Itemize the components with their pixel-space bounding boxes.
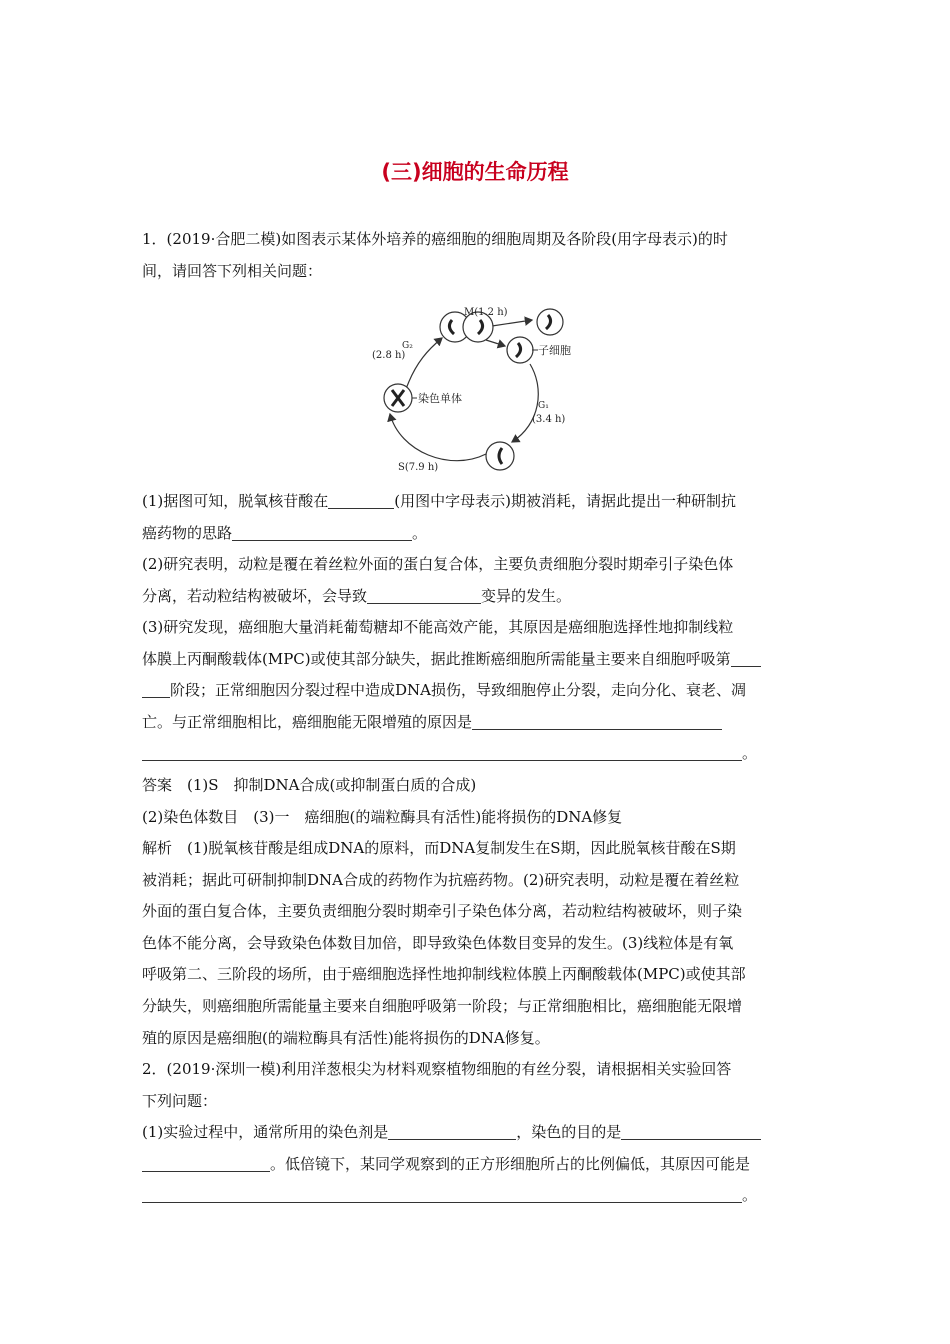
g2-label: G₂ [402,341,413,351]
q1-part2-line1: (2)研究表明，动粒是覆在着丝粒外面的蛋白复合体，主要负责细胞分裂时期牵引子染色体 [142,555,734,573]
q1-part3-text-d: 亡。与正常细胞相比，癌细胞能无限增殖的原因是 [142,712,473,731]
q2-part1 [142,1117,810,1212]
q1-part2-text-b: 分离，若动粒结构被破坏，会导致 [142,586,368,605]
q1-part1-text-a: (1)据图可知，脱氧核苷酸在 [142,492,329,510]
q1-part3-blank-2a[interactable] [472,711,722,730]
q2-part1-text-b: ，染色的目的是 [516,1123,622,1141]
s-phase-cell [486,442,514,470]
q1-part2-text-c: 变异的发生。 [481,586,572,605]
g1-time-label: (3.4 h) [532,414,566,425]
q2-part1-text-c: 。低倍镜下，某同学观察到的正方形细胞所占的比例偏低，其原因可能是 [270,1154,751,1173]
q1-part3-text-c: 阶段；正常细胞因分裂过程中造成DNA损伤，导致细胞停止分裂，走向分化、衰老、凋 [170,681,746,700]
q1-part3-line1: (3)研究发现，癌细胞大量消耗葡萄糖却不能高效产能，其原因是癌细胞选择性地抑制线粒 [142,618,734,636]
q1-part2 [142,549,810,612]
q2-part1-text-a: (1)实验过程中，通常所用的染色剂是 [142,1123,389,1141]
q1-answer-line1: 答案 (1)S 抑制DNA合成(或抑制蛋白质的合成) [142,776,477,794]
cell-cycle-diagram [360,307,600,474]
q1-part3-text-b: 体膜上丙酮酸载体(MPC)或使其部分缺失，据此推断癌细胞所需能量主要来自细胞呼吸第 [142,649,731,668]
q1-analysis-line: 分缺失，则癌细胞所需能量主要来自细胞呼吸第一阶段；与正常细胞相比，癌细胞能无限增 [142,996,743,1015]
q2-part1-blank-2a[interactable] [621,1121,761,1140]
q1-part1-text-d: 。 [412,523,428,542]
q2-part1-blank-2b[interactable] [142,1153,270,1172]
q1-part1-text-b: (用图中字母表示)期被消耗，请据此提出一种研制抗 [394,492,736,510]
q1-part2-blank[interactable] [367,585,481,604]
q1-analysis-line: 殖的原因是癌细胞(的端粒酶具有活性)能将损伤的DNA修复。 [142,1028,550,1047]
q2-part1-blank-3[interactable] [142,1184,742,1203]
q1-stem-line2: 间，请回答下列相关问题： [142,261,323,280]
g1-label: G₁ [538,401,549,411]
daughter-cell-1 [537,309,563,335]
daughter-cell-label: 子细胞 [538,344,571,357]
q1-analysis-line: 被消耗；据此可研制抑制DNA合成的药物作为抗癌药物。(2)研究表明，动粒是覆在着丝粒 [142,870,740,889]
s-arc [390,414,486,461]
daughter-cell-2 [507,337,533,363]
q2-part1-blank-1[interactable] [388,1121,516,1140]
m-to-daughter-arrow [492,320,532,326]
q1-part3-blank-2b[interactable] [142,742,742,761]
q1-part1-blank-1[interactable] [328,490,394,509]
q2-stem-line2: 下列问题： [142,1091,218,1110]
q1-part1-text-c: 癌药物的思路 [142,523,233,542]
m-to-daughter-arrow-2 [486,340,505,346]
q1-stem [142,224,810,287]
m-phase-label: M(1.2 h) [464,307,508,318]
q1-analysis-line: 呼吸第二、三阶段的场所，由于癌细胞选择性地抑制线粒体膜上丙酮酸载体(MPC)或使其部 [142,965,746,984]
q2-part1-text-d: 。 [742,1186,758,1205]
q1-stem-line1: 1．(2019·合肥二模)如图表示某体外培养的癌细胞的细胞周期及各阶段(用字母表示)的时 [142,230,728,248]
g2-time-label: (2.8 h) [372,350,406,361]
q1-part3-text-e: 。 [742,744,758,763]
q1-answer-line2: (2)染色体数目 (3)一 癌细胞(的端粒酶具有活性)能将损伤的DNA修复 [142,807,623,826]
q1-part3-blank-1a[interactable] [731,648,761,667]
q1-answer [142,770,810,833]
chromatid-label: 染色单体 [418,392,462,405]
q1-analysis [142,833,810,1054]
section-title: (三)细胞的生命历程 [381,160,569,184]
q2-stem-line1: 2．(2019·深圳一模)利用洋葱根尖为材料观察植物细胞的有丝分裂，请根据相关实验回答 [142,1060,732,1078]
q1-analysis-line: 外面的蛋白复合体，主要负责细胞分裂时期牵引子染色体分离，若动粒结构被破坏，则子染 [142,902,743,921]
q1-analysis-line: 解析 (1)脱氧核苷酸是组成DNA的原料，而DNA复制发生在S期，因此脱氧核苷酸在S期 [142,839,736,857]
chromatid-cell [384,384,412,412]
q1-part3 [142,612,810,770]
s-phase-label: S(7.9 h) [398,462,439,473]
q1-part1 [142,486,810,549]
q1-analysis-line: 色体不能分离，会导致染色体数目加倍，即导致染色体数目变异的发生。(3)线粒体是有氧 [142,933,734,952]
q1-part1-blank-2[interactable] [232,522,412,541]
q1-part3-blank-1b[interactable] [142,679,170,698]
q2-stem [142,1054,810,1117]
g1-arc [512,364,538,442]
